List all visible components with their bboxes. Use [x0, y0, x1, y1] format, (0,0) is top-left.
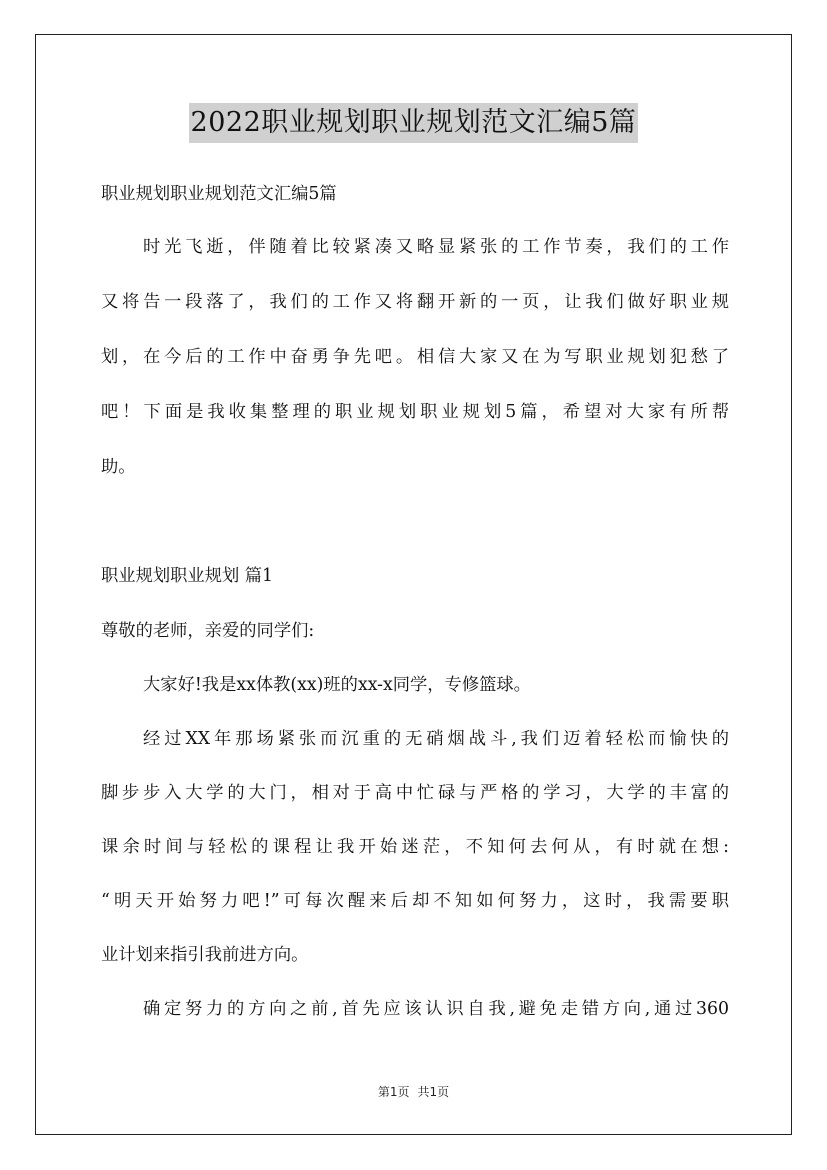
title-container: [0, 103, 827, 143]
salutation: 尊敬的老师，亲爱的同学们:: [101, 621, 315, 641]
section-heading: 职业规划职业规划 篇1: [101, 566, 274, 586]
para2-line-5: 业计划来指引我前进方向。: [101, 945, 309, 965]
para2-line-1: 经过XX年那场紧张而沉重的无硝烟战斗,我们迈着轻松而愉快的: [143, 729, 729, 749]
document-title: 2022职业规划职业规划范文汇编5篇: [189, 103, 639, 143]
intro-line-3: 划，在今后的工作中奋勇争先吧。相信大家又在为写职业规划犯愁了: [101, 347, 729, 367]
intro-line-4: 吧！下面是我收集整理的职业规划职业规划5篇，希望对大家有所帮: [101, 402, 729, 422]
intro-line-1: 时光飞逝，伴随着比较紧凑又略显紧张的工作节奏，我们的工作: [143, 237, 729, 257]
intro-line-2: 又将告一段落了，我们的工作又将翻开新的一页，让我们做好职业规: [101, 292, 729, 312]
intro-line-5: 助。: [101, 457, 136, 477]
page-total: 共1页: [417, 1085, 450, 1099]
document-subtitle: 职业规划职业规划范文汇编5篇: [101, 184, 337, 204]
para2-line-3: 课余时间与轻松的课程让我开始迷茫，不知何去何从，有时就在想:: [101, 837, 729, 857]
para2-line-4: “明天开始努力吧!”可每次醒来后却不知如何努力，这时，我需要职: [101, 891, 729, 911]
page-footer: [0, 1084, 827, 1100]
para2-line-2: 脚步步入大学的大门，相对于高中忙碌与严格的学习，大学的丰富的: [101, 783, 729, 803]
greeting-line: 大家好!我是xx体教(xx)班的xx-x同学，专修篮球。: [143, 675, 531, 695]
para3-line-1: 确定努力的方向之前,首先应该认识自我,避免走错方向,通过360: [143, 999, 729, 1019]
page-number: 第1页: [377, 1085, 410, 1099]
